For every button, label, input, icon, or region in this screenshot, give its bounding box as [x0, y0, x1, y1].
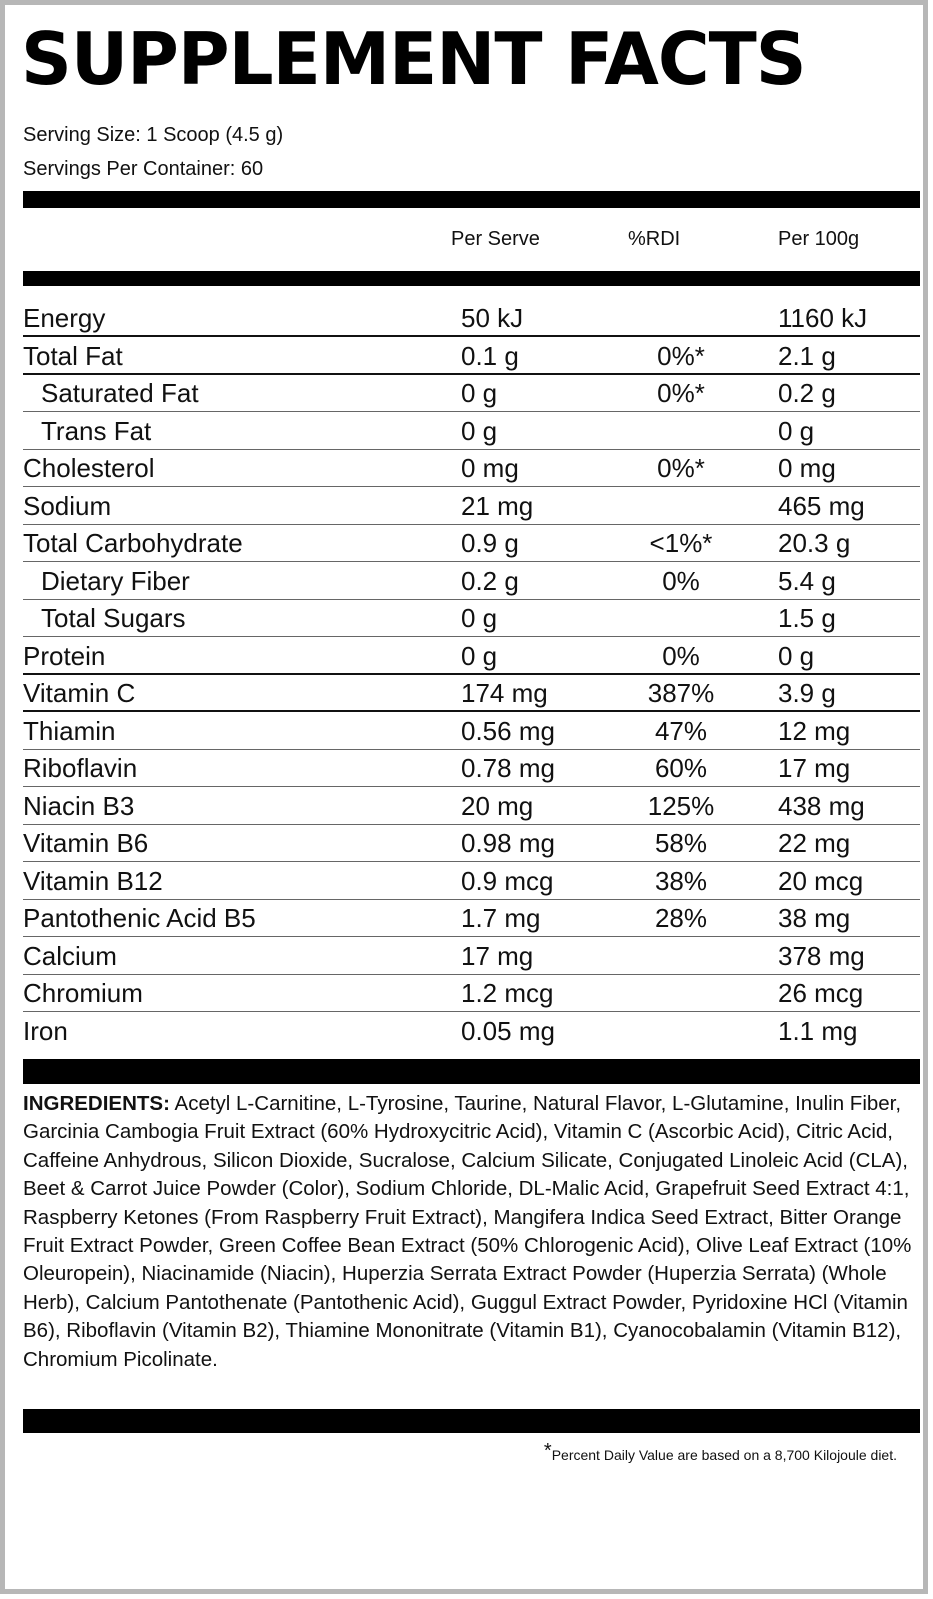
- nutrient-name: Total Carbohydrate: [23, 528, 243, 558]
- nutrient-per-100g: 17 mg: [778, 753, 851, 783]
- ingredients-list: [23, 1090, 913, 1374]
- servings-per-container: Servings Per Container: 60: [23, 158, 264, 180]
- footnote-text: Percent Daily Value are based on a 8,700 Kilojoule diet.: [551, 1447, 897, 1463]
- nutrient-rdi: 0%: [662, 640, 700, 671]
- nutrient-per-serve: 174 mg: [461, 678, 548, 708]
- thick-divider-bottom: [23, 1409, 920, 1433]
- column-header-rdi: %RDI: [628, 228, 681, 250]
- nutrient-row: [23, 749, 920, 787]
- nutrient-name: Sodium: [23, 490, 112, 521]
- nutrient-name: Total Fat: [23, 340, 123, 371]
- footnote: [543, 1440, 897, 1465]
- ingredients-text: Acetyl L-Carnitine, L-Tyrosine, Taurine, Natural Flavor, L-Glutamine, Inulin Fiber, Garcinia Cambogia Fruit Extract (60% Hydroxycitric Acid), Vitamin C (Ascorbic Acid), Citric Acid, Caffeine Anhydrous, Silicon Dioxide, Sucralose, Calcium Silicate, Conjugated Linoleic Acid (CLA), Beet & Carrot Juice Powder (Color), Sodium Chloride, DL-Malic Acid, Grapefruit Seed Extract 4:1, Raspberry Ketones (From Raspberry Fruit Extract), Mangifera Indica Seed Extract, Bitter Orange Fruit Extract Powder, Green Coffee Bean Extract (50% Chlorogenic Acid), Olive Leaf Extract (10% Oleuropein), Niacinamide (Niacin), Huperzia Serrata Extract Powder (Huperzia Serrata) (Whole Herb), Calcium Pantothenate (Pantothenic Acid), Guggul Extract Powder, Pyridoxine HCl (Vitamin B6), Riboflavin (Vitamin B2), Thiamine Mononitrate (Vitamin B1), Cyanocobalamin (Vitamin B12), Chromium Picolinate.: [23, 1092, 912, 1371]
- nutrient-row: [23, 299, 920, 337]
- nutrient-per-serve: 0 g: [461, 640, 498, 671]
- nutrient-per-100g: 1.5 g: [778, 603, 836, 633]
- nutrient-per-serve: 0.98 mg: [461, 828, 555, 858]
- nutrient-per-100g: 20 mcg: [778, 865, 864, 896]
- nutrient-row: [23, 412, 920, 450]
- nutrient-rdi: 0%: [662, 565, 700, 596]
- nutrient-per-100g: 0.2 g: [778, 378, 836, 408]
- nutrient-name: Iron: [23, 1015, 68, 1046]
- nutrient-rdi: 60%: [654, 753, 708, 783]
- nutrient-per-serve: 0.1 g: [461, 340, 519, 371]
- nutrient-rdi: 38%: [654, 865, 708, 896]
- nutrient-per-100g: 12 mg: [778, 715, 851, 746]
- panel-title: SUPPLEMENT FACTS: [21, 17, 806, 101]
- nutrient-per-serve: 0.9 g: [461, 528, 519, 558]
- nutrient-per-serve: 0.2 g: [461, 565, 519, 596]
- nutrient-per-100g: 0 mg: [778, 453, 836, 483]
- nutrient-rdi: 125%: [647, 790, 715, 821]
- nutrient-per-serve: 17 mg: [461, 940, 534, 971]
- nutrient-name: Cholesterol: [23, 453, 155, 483]
- nutrient-per-serve: 20 mg: [461, 790, 534, 821]
- nutrient-per-100g: 3.9 g: [778, 678, 836, 708]
- nutrient-name: Vitamin C: [23, 678, 136, 708]
- nutrient-per-serve: 50 kJ: [461, 303, 524, 333]
- nutrient-rdi: 0%*: [657, 453, 705, 483]
- nutrient-per-100g: 465 mg: [778, 490, 865, 521]
- nutrient-row: [23, 599, 920, 637]
- nutrient-per-100g: 20.3 g: [778, 528, 851, 558]
- nutrient-per-serve: 0.78 mg: [461, 753, 555, 783]
- column-header-per-100g: Per 100g: [778, 228, 860, 250]
- nutrient-per-serve: 21 mg: [461, 490, 534, 521]
- nutrient-row: [23, 937, 920, 975]
- nutrient-row: [23, 674, 920, 712]
- nutrient-name: Chromium: [23, 978, 143, 1008]
- thick-divider-header: [23, 271, 920, 286]
- nutrient-row: [23, 637, 920, 675]
- thick-divider-top: [23, 191, 920, 208]
- nutrient-name: Vitamin B6: [23, 828, 149, 858]
- nutrient-name: Total Sugars: [41, 603, 186, 633]
- nutrient-name: Dietary Fiber: [41, 565, 190, 596]
- nutrient-per-serve: 0.05 mg: [461, 1015, 555, 1046]
- nutrient-name: Energy: [23, 303, 106, 333]
- nutrient-per-100g: 0 g: [778, 640, 815, 671]
- nutrient-per-serve: 0 mg: [461, 453, 519, 483]
- nutrient-per-100g: 38 mg: [778, 903, 851, 933]
- nutrient-per-100g: 5.4 g: [778, 565, 836, 596]
- nutrient-row: [23, 449, 920, 487]
- nutrient-rdi: <1%*: [649, 528, 713, 558]
- nutrient-per-serve: 0 g: [461, 378, 498, 408]
- nutrient-row: [23, 562, 920, 600]
- nutrient-row: [23, 974, 920, 1012]
- nutrient-per-serve: 0.56 mg: [461, 715, 555, 746]
- nutrient-row: [23, 487, 920, 525]
- nutrient-rdi: 387%: [647, 678, 715, 708]
- nutrient-row: [23, 1012, 920, 1050]
- nutrient-per-100g: 26 mcg: [778, 978, 864, 1008]
- thick-divider-ingredients: [23, 1059, 920, 1084]
- nutrient-rdi: 0%*: [657, 378, 705, 408]
- nutrient-name: Riboflavin: [23, 753, 138, 783]
- nutrient-row: [23, 524, 920, 562]
- footnote-asterisk: *: [543, 1440, 552, 1462]
- nutrient-per-serve: 0 g: [461, 603, 498, 633]
- nutrient-per-serve: 0.9 mcg: [461, 865, 554, 896]
- nutrient-per-100g: 378 mg: [778, 940, 865, 971]
- ingredients-label: INGREDIENTS:: [23, 1092, 170, 1115]
- nutrient-row: [23, 337, 920, 375]
- column-header-per-serve: Per Serve: [451, 228, 540, 250]
- nutrient-per-100g: 438 mg: [778, 790, 865, 821]
- nutrient-per-100g: 0 g: [778, 415, 815, 446]
- nutrient-row: [23, 862, 920, 900]
- nutrient-per-serve: 0 g: [461, 415, 498, 446]
- nutrient-name: Calcium: [23, 940, 117, 971]
- nutrient-row: [23, 712, 920, 750]
- nutrient-name: Protein: [23, 640, 106, 671]
- nutrient-per-100g: 1160 kJ: [778, 303, 868, 333]
- nutrient-row: [23, 824, 920, 862]
- nutrient-name: Saturated Fat: [41, 378, 199, 408]
- nutrient-row: [23, 787, 920, 825]
- nutrient-rdi: 0%*: [657, 340, 705, 371]
- nutrient-name: Thiamin: [23, 715, 116, 746]
- nutrient-name: Trans Fat: [41, 415, 152, 446]
- nutrient-per-serve: 1.2 mcg: [461, 978, 554, 1008]
- nutrient-row: [23, 374, 920, 412]
- serving-size: Serving Size: 1 Scoop (4.5 g): [23, 124, 284, 146]
- nutrient-rdi: 28%: [654, 903, 708, 933]
- nutrient-per-serve: 1.7 mg: [461, 903, 541, 933]
- nutrient-name: Vitamin B12: [23, 865, 163, 896]
- nutrient-per-100g: 22 mg: [778, 828, 851, 858]
- nutrient-name: Niacin B3: [23, 790, 135, 821]
- nutrient-rdi: 58%: [654, 828, 708, 858]
- nutrient-per-100g: 1.1 mg: [778, 1015, 858, 1046]
- nutrient-per-100g: 2.1 g: [778, 340, 836, 371]
- nutrient-row: [23, 899, 920, 937]
- nutrient-rdi: 47%: [654, 715, 708, 746]
- nutrient-name: Pantothenic Acid B5: [23, 903, 256, 933]
